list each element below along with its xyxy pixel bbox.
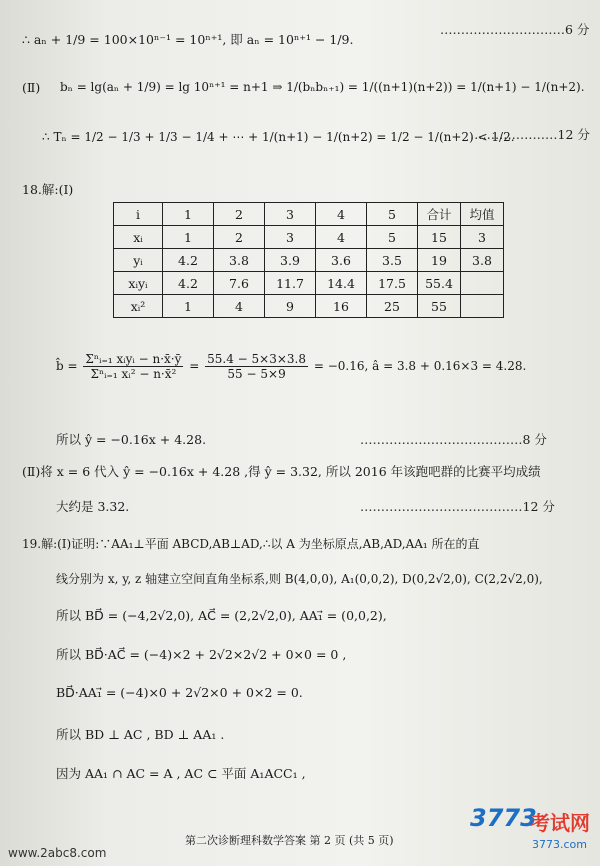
q19-line3: 所以 BD⃗ = (−4,2√2,0), AC⃗ = (2,2√2,0), AA₁⃗ = (0,0,2), — [56, 608, 387, 623]
table-cell: 9 — [265, 295, 316, 318]
table-header-cell: 3 — [265, 203, 316, 226]
logo-number: 3773 — [470, 804, 537, 832]
table-header-cell: 4 — [316, 203, 367, 226]
regression-equation: 所以 ŷ = −0.16x + 4.28. — [56, 432, 207, 447]
table-cell: 2 — [214, 226, 265, 249]
table-cell: 25 — [367, 295, 418, 318]
watermark-left: www.2abc8.com — [8, 846, 107, 860]
table-header-cell: i — [114, 203, 163, 226]
table-cell: 3.8 — [461, 249, 504, 272]
q19-line4: 所以 BD⃗·AC⃗ = (−4)×2 + 2√2×2√2 + 0×0 = 0 , — [56, 647, 347, 662]
b-hat-value-numerator: 55.4 − 5×3×3.8 — [207, 352, 306, 366]
table-header-cell: 2 — [214, 203, 265, 226]
q19-line7: 因为 AA₁ ∩ AC = A , AC ⊂ 平面 A₁ACC₁ , — [56, 766, 306, 781]
table-cell: 1 — [163, 226, 214, 249]
table-row — [114, 226, 504, 249]
logo-text: 考试网 — [530, 811, 590, 835]
score-8: …………………………………8 分 — [360, 432, 547, 447]
table-header-cell: 5 — [367, 203, 418, 226]
q19-line6: 所以 BD ⊥ AC , BD ⊥ AA₁ . — [56, 727, 225, 742]
table-row — [114, 295, 504, 318]
b-hat-value-fraction — [205, 352, 308, 381]
regression-formula: b̂ = $\frac{\text{Σⁿᵢ₌₁ xᵢyᵢ − n·x̄·ȳ}}{\text{Σⁿᵢ₌₁ xᵢ² − n·x̄²}}$ = $\frac{55.4 - 5\times 3\times 3.8}{55 - 5\times 9}$ = −0.16, â = 3.8 + 0.16×3 = 4.28. — [56, 352, 527, 381]
b-hat-result: = −0.16, â = 3.8 + 0.16×3 = 4.28. — [313, 359, 527, 373]
b-hat-fraction — [83, 352, 183, 381]
q18-heading: 18.解:(Ⅰ) — [22, 182, 74, 197]
q19-line1: 19.解:(Ⅰ)证明:∵AA₁⊥平面 ABCD,AB⊥AD,∴以 A 为坐标原点,AB,AD,AA₁ 所在的直 — [22, 537, 480, 551]
tn-formula-line: ∴ Tₙ = 1/2 − 1/3 + 1/3 − 1/4 + ⋯ + 1/(n+1) − 1/(n+2) = 1/2 − 1/(n+2) < 1/2. — [42, 130, 515, 144]
logo-url: 3773.com — [532, 838, 587, 851]
table-cell — [461, 295, 504, 318]
table-cell: 16 — [316, 295, 367, 318]
table-cell: yᵢ — [114, 249, 163, 272]
table-header-cell: 均值 — [461, 203, 504, 226]
table-cell: 19 — [418, 249, 461, 272]
table-cell: 55 — [418, 295, 461, 318]
table-cell: 3 — [265, 226, 316, 249]
page-footer: 第二次诊断理科数学答案 第 2 页 (共 5 页) — [185, 834, 394, 847]
table-cell: 4 — [214, 295, 265, 318]
q19-line2: 线分别为 x, y, z 轴建立空间直角坐标系,则 B(4,0,0), A₁(0,0,2), D(0,2√2,0), C(2,2√2,0), — [56, 572, 543, 586]
table-row — [114, 249, 504, 272]
table-cell: 4.2 — [163, 249, 214, 272]
table-cell: xᵢ — [114, 226, 163, 249]
score-6: …………………………6 分 — [440, 22, 590, 37]
an-formula-line: ∴ aₙ + 1/9 = 100×10ⁿ⁻¹ = 10ⁿ⁺¹, 即 aₙ = 10ⁿ⁺¹ − 1/9. — [22, 32, 354, 47]
data-table — [113, 202, 504, 318]
table-cell: 3.5 — [367, 249, 418, 272]
table-cell: 14.4 — [316, 272, 367, 295]
table-cell: 4.2 — [163, 272, 214, 295]
table-cell: 3.8 — [214, 249, 265, 272]
bn-formula-line: bₙ = lg(aₙ + 1/9) = lg 10ⁿ⁺¹ = n+1 ⇒ 1/(bₙbₙ₊₁) = 1/((n+1)(n+2)) = 1/(n+1) − 1/(n+2). — [60, 80, 585, 94]
table-cell: 3 — [461, 226, 504, 249]
table-row — [114, 272, 504, 295]
table-header-row — [114, 203, 504, 226]
table-cell: 7.6 — [214, 272, 265, 295]
table-cell: xᵢyᵢ — [114, 272, 163, 295]
part2-label: (Ⅱ) — [22, 80, 41, 95]
table-cell: 5 — [367, 226, 418, 249]
b-hat-label: b̂ = — [56, 359, 78, 373]
q19-line5: BD⃗·AA₁⃗ = (−4)×0 + 2√2×0 + 0×2 = 0. — [56, 685, 303, 700]
table-header-cell: 合计 — [418, 203, 461, 226]
table-cell: 11.7 — [265, 272, 316, 295]
watermark-logo — [470, 804, 596, 860]
table-cell: 15 — [418, 226, 461, 249]
table-cell: 4 — [316, 226, 367, 249]
q18-part2-line2: 大约是 3.32. — [56, 499, 130, 514]
table-cell: 3.9 — [265, 249, 316, 272]
table-cell: 1 — [163, 295, 214, 318]
table-cell: xᵢ² — [114, 295, 163, 318]
table-cell — [461, 272, 504, 295]
table-header-cell: 1 — [163, 203, 214, 226]
b-hat-value-denominator: 55 − 5×9 — [227, 367, 286, 381]
table-cell: 17.5 — [367, 272, 418, 295]
table-cell: 55.4 — [418, 272, 461, 295]
q18-part2-line1: (Ⅱ)将 x = 6 代入 ŷ = −0.16x + 4.28 ,得 ŷ = 3.32, 所以 2016 年该跑吧群的比赛平均成绩 — [22, 464, 541, 479]
table-cell: 3.6 — [316, 249, 367, 272]
score-12-b: …………………………………12 分 — [360, 499, 555, 514]
score-12-a: …………………12 分 — [470, 127, 590, 142]
b-hat-numerator: Σⁿᵢ₌₁ xᵢyᵢ − n·x̄·ȳ — [85, 352, 182, 366]
b-hat-denominator: Σⁿᵢ₌₁ xᵢ² − n·x̄² — [90, 367, 177, 381]
